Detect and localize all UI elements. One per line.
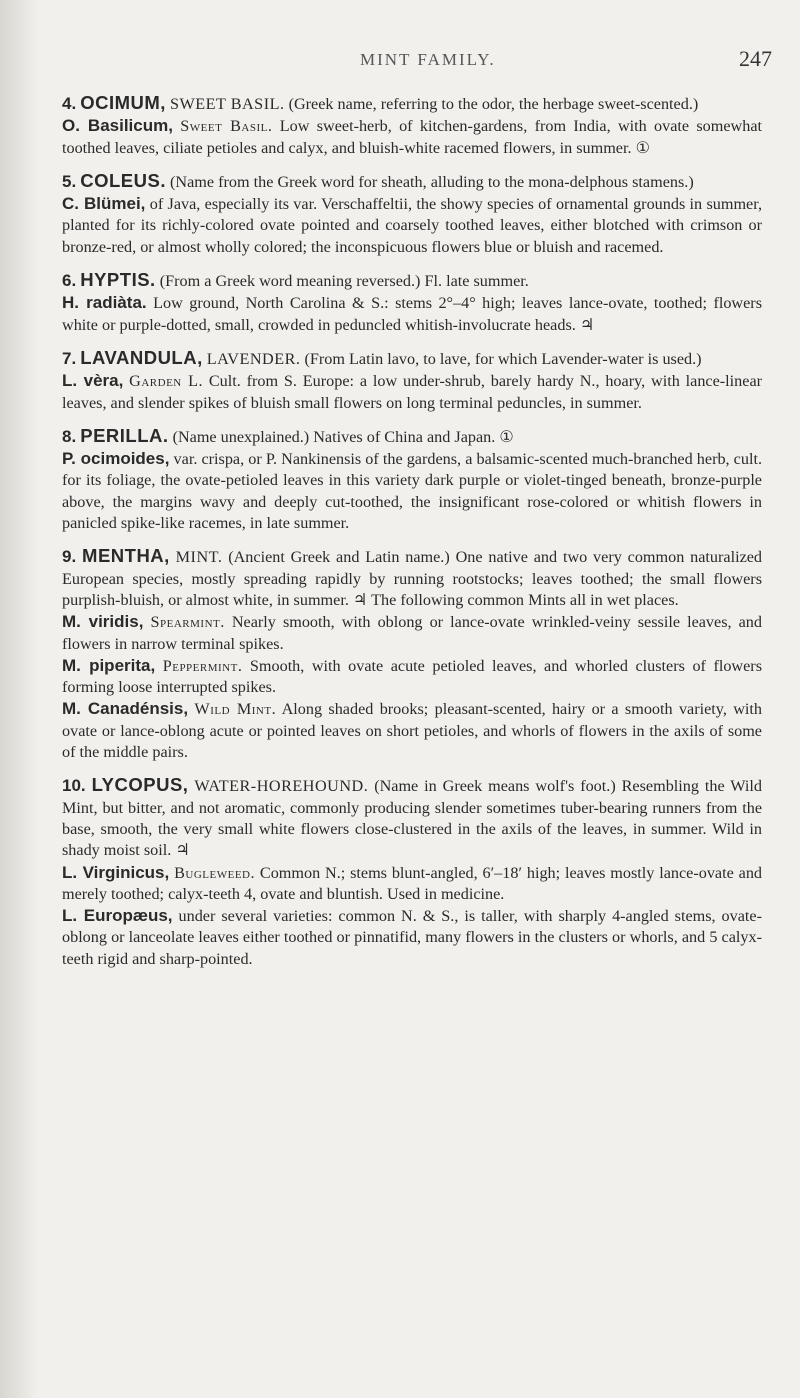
species-name: O. Basilicum, <box>62 116 173 136</box>
species-name: M. piperita, <box>62 655 156 675</box>
species-description: Low sweet-herb, of kitchen-gardens, from India, with ovate somewhat toothed leaves, ciliate petioles and calyx, and bluish-white racemed flowers, in summer. ① <box>62 117 763 157</box>
genus-heading <box>62 774 762 861</box>
species-common-name: Spearmint. <box>150 613 225 632</box>
genus-number: 5. <box>62 171 77 191</box>
running-head <box>0 46 800 76</box>
species-entry <box>62 905 762 970</box>
genus-entry-coleus <box>62 170 762 258</box>
species-description: of Java, especially its var. Verschaffeltii, the showy species of ornamental grounds in summer, planted for its richly-colored ovate pointed and coarsely toothed leaves, either blotched with crimson or bronze-red, or almost wholly colored; the inconspicuous flowers blue or bluish and racemed. <box>62 195 763 256</box>
species-description: Common N.; stems blunt-angled, 6′–18′ high; leaves mostly lance-ovate and merely toothed; calyx-teeth 4, ovate and bluntish. Used in medicine. <box>62 863 763 903</box>
page-number: 247 <box>739 46 772 71</box>
genus-entry-lycopus <box>62 774 762 970</box>
species-description: var. crispa, or P. Nankinensis of the gardens, a balsamic-scented much-branched herb, cult. for its foliage, the ovate-petioled leaves in this variety dark purple or violet-tinged beneath, bronze-purple above, the margins wavy and deeply cut-toothed, the insignificant rose-colored or whitish flowers in panicled spike-like racemes, in late summer. <box>62 450 763 533</box>
species-entry <box>62 292 762 336</box>
genus-name: HYPTIS. <box>80 269 156 291</box>
genus-heading <box>62 92 762 115</box>
species-entry <box>62 448 762 534</box>
species-entry <box>62 115 762 159</box>
species-description: Low ground, North Carolina & S.: stems 2°–4° high; leaves lance-ovate, toothed; flowers white or purple-dotted, small, crowded in peduncled whitish-involucrate heads. ♃ <box>62 294 762 334</box>
genus-entry-mentha <box>62 545 762 763</box>
species-name: H. radiàta. <box>62 293 147 313</box>
genus-name: LYCOPUS, <box>91 774 189 796</box>
genus-entry-lavandula <box>62 347 762 414</box>
genus-number: 8. <box>62 426 77 446</box>
species-entry <box>62 193 762 258</box>
species-name: M. Canadénsis, <box>62 699 189 719</box>
genus-entry-hyptis <box>62 269 762 336</box>
species-description: Cult. from S. Europe: a low under-shrub, barely hardy N., hoary, with lance-linear leaves, and slender spikes of bluish small flowers on long terminal peduncles, in summer. <box>62 372 763 412</box>
running-title: MINT FAMILY. <box>360 50 496 69</box>
genus-etymology: (Name in Greek means wolf's foot.) Resembling the Wild Mint, but bitter, and not aromatic, commonly producing slender sometimes tuber-bearing runners from the base, smooth, the very small white flowers close-clustered in the axils of the leaves, in summer. Wild in shady moist soil. ♃ <box>62 777 763 860</box>
page-text <box>62 92 762 981</box>
genus-common-name: WATER-HOREHOUND. <box>194 777 369 796</box>
genus-heading <box>62 269 762 292</box>
genus-etymology: (Name unexplained.) Natives of China and Japan. ① <box>172 427 514 446</box>
species-entry <box>62 611 762 655</box>
species-entry <box>62 655 762 699</box>
genus-name: MENTHA, <box>82 545 170 567</box>
species-name: L. vèra, <box>62 371 124 391</box>
genus-entry-perilla <box>62 425 762 534</box>
genus-etymology: (From a Greek word meaning reversed.) Fl. late summer. <box>159 272 529 291</box>
genus-common-name: LAVENDER. <box>206 349 301 368</box>
genus-name: LAVANDULA, <box>80 346 203 368</box>
genus-common-name: SWEET BASIL. <box>170 95 285 113</box>
species-entry <box>62 698 762 763</box>
species-common-name: Peppermint. <box>162 656 243 675</box>
genus-name: OCIMUM, <box>80 92 166 113</box>
genus-etymology: (From Latin lavo, to lave, for which Lavender-water is used.) <box>304 349 702 368</box>
genus-name: COLEUS. <box>80 169 166 191</box>
species-entry <box>62 862 762 906</box>
species-description: Nearly smooth, with oblong or lance-ovate wrinkled-veiny sessile leaves, and flowers in narrow terminal spikes. <box>62 613 762 653</box>
species-common-name: Garden L. <box>129 372 204 391</box>
species-description: Smooth, with ovate acute petioled leaves, and whorled clusters of flowers forming loose interrupted spikes. <box>62 656 762 697</box>
genus-etymology: (Greek name, referring to the odor, the herbage sweet-scented.) <box>288 95 699 113</box>
species-entry <box>62 370 762 414</box>
genus-entry-ocimum <box>62 92 762 159</box>
species-name: P. ocimoides, <box>62 449 170 469</box>
genus-number: 4. <box>62 94 77 113</box>
genus-heading <box>62 545 762 611</box>
genus-number: 9. <box>62 547 77 567</box>
genus-etymology: (Ancient Greek and Latin name.) One native and two very common naturalized European species, mostly spreading rapidly by running rootstocks; leaves toothed; the small flowers purplish-bluish, or almost white, in summer. ♃ The following common Mints all in wet places. <box>62 548 763 609</box>
genus-number: 6. <box>62 271 77 291</box>
species-description: Along shaded brooks; pleasant-scented, hairy or a smooth variety, with ovate or lance-oblong acute or pointed leaves on short petioles, and whorls of flowers in the axils of some of the middle pairs. <box>62 700 763 762</box>
species-name: L. Virginicus, <box>62 862 170 882</box>
genus-etymology: (Name from the Greek word for sheath, alluding to the mona-delphous stamens.) <box>170 172 694 191</box>
genus-heading <box>62 425 762 448</box>
genus-name: PERILLA. <box>80 424 169 446</box>
species-common-name: Bugleweed. <box>174 863 256 882</box>
page-gutter-shadow <box>0 0 38 1398</box>
species-name: L. Europæus, <box>62 906 173 926</box>
genus-heading <box>62 347 762 370</box>
species-common-name: Sweet Basil. <box>180 117 273 136</box>
species-common-name: Wild Mint. <box>194 700 277 719</box>
species-name: M. viridis, <box>62 612 144 632</box>
species-description: under several varieties: common N. & S., is taller, with sharply 4-angled stems, ovate-oblong or lanceolate leaves either toothed or pinnatifid, many flowers in the clusters or whorls, and 5 calyx-teeth rigid and sharp-pointed. <box>62 907 762 968</box>
genus-number: 7. <box>62 348 77 368</box>
genus-common-name: MINT. <box>175 548 223 567</box>
genus-heading <box>62 170 762 193</box>
genus-number: 10. <box>62 776 86 796</box>
species-name: C. Blümei, <box>62 194 146 214</box>
